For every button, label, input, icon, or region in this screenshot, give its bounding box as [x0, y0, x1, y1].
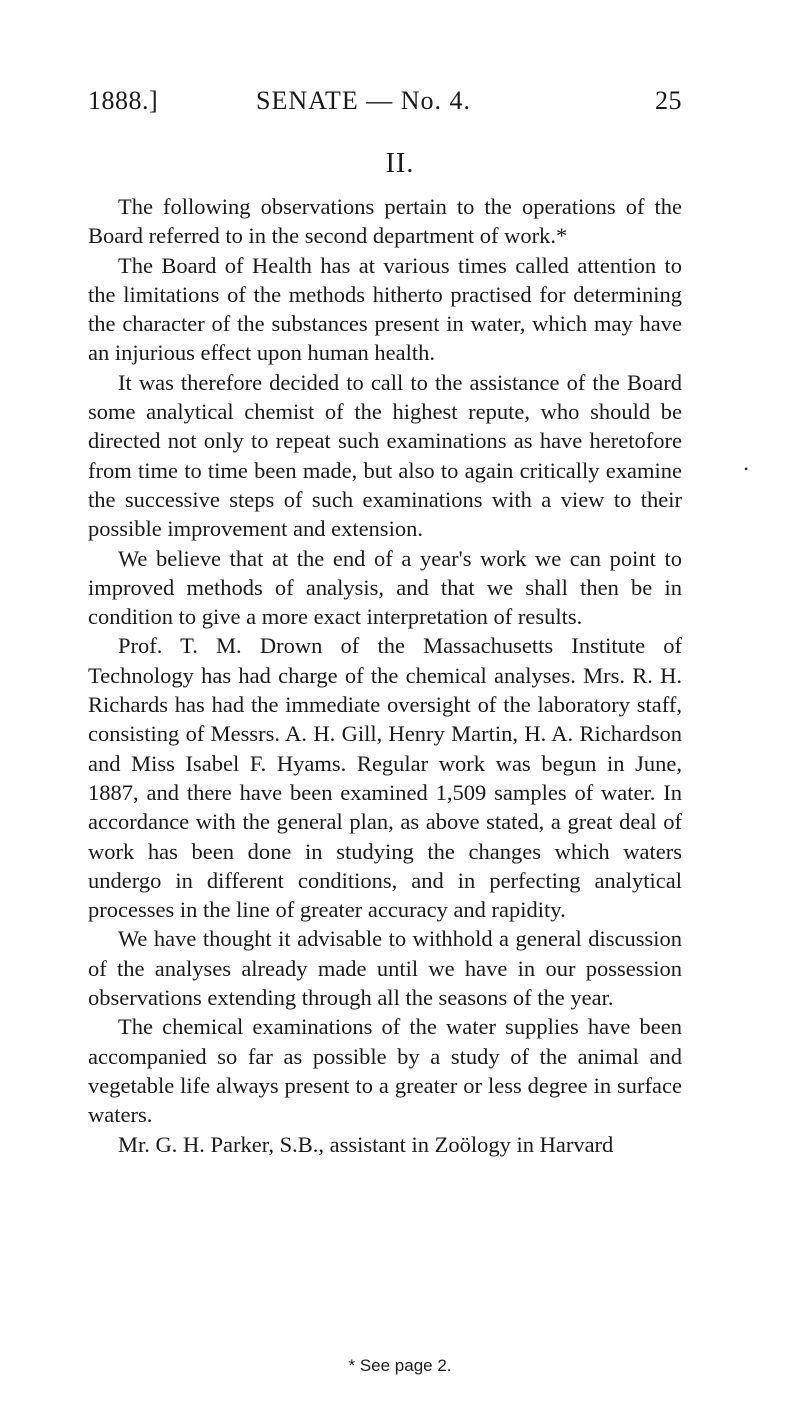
paragraph: It was therefore decided to call to the assistance of the Board some analytical chemist of the highest repute, who should be directed not only to repeat such examinations as have heretofore from time to time been made, but also to again critically examine the successive steps of such examinations with a view to their possible improvement and extension.	[88, 369, 682, 542]
paragraph: We have thought it advisable to withhold a general discussion of the analyses already made until we have in our possession observations extending through all the seasons of the year.	[88, 926, 682, 1011]
margin-mark: •	[744, 462, 749, 476]
paragraph: Prof. T. M. Drown of the Massachusetts Institute of Technology has had charge of the chemical analyses. Mrs. R. H. Richards has had the immediate oversight of the laboratory staff, consisting of Messrs. A. H. Gill, Henry Martin, H. A. Richardson and Miss Isabel F. Hyams. Regular work was begun in June, 1887, and there have been examined 1,509 samples of water. In accordance with the general plan, as above stated, a great deal of work has been done in studying the changes which waters undergo in different conditions, and in perfecting analytical processes in the line of greater accuracy and rapidity.	[88, 633, 682, 923]
header-document: SENATE — No. 4.	[256, 86, 472, 115]
section-heading: II.	[385, 148, 415, 179]
paragraph: The Board of Health has at various times called attention to the limitations of the methods hitherto practised for determining the character of the substances present in water, which may have an injurious effect upon human health.	[88, 252, 682, 366]
paragraph: The chemical examinations of the water supplies have been accompanied so far as possible by a study of the animal and vegetable life always present to a greater or less degree in surface waters.	[88, 1014, 682, 1128]
body-text	[88, 192, 682, 1159]
header-page-number: 25	[655, 86, 682, 115]
paragraph: The following observations pertain to the operations of the Board referred to in the second department of work.*	[88, 194, 682, 249]
running-head	[88, 86, 682, 120]
paragraph: We believe that at the end of a year's work we can point to improved methods of analysis, and that we shall then be in condition to give a more exact interpretation of results.	[88, 545, 682, 630]
paragraph: Mr. G. H. Parker, S.B., assistant in Zoölogy in Harvard	[118, 1131, 614, 1157]
footnote: * See page 2.	[348, 1356, 452, 1375]
header-year: 1888.]	[88, 86, 159, 115]
